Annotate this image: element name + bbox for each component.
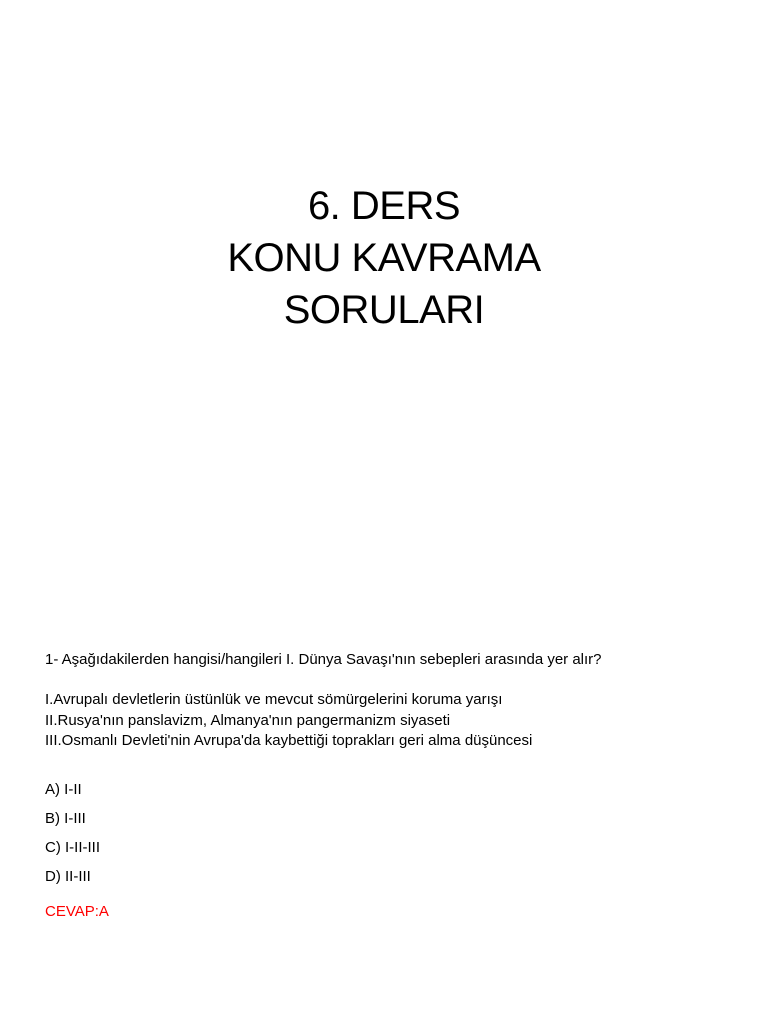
option-d: D) II-III (45, 867, 91, 885)
statement-item-1: I.Avrupalı devletlerin üstünlük ve mevcut sömürgelerini koruma yarışı (45, 691, 503, 708)
statement-list (45, 690, 745, 752)
option-b: B) I-III (45, 809, 86, 827)
statement-item-3: III.Osmanlı Devleti'nin Avrupa'da kaybettiği toprakları geri alma düşüncesi (45, 732, 533, 749)
page-title (0, 180, 768, 336)
title-line-topic: KONU KAVRAMA (227, 236, 541, 280)
question-stem: 1- Aşağıdakilerden hangisi/hangileri I. Dünya Savaşı'nın sebepleri arasında yer alır? (45, 651, 602, 668)
answer-label: CEVAP:A (45, 902, 109, 920)
title-line-questions: SORULARI (283, 288, 485, 332)
statement-item-2: II.Rusya'nın panslavizm, Almanya'nın pangermanizm siyaseti (45, 711, 451, 729)
option-a: A) I-II (45, 780, 82, 798)
question-block (45, 650, 745, 922)
option-c: C) I-II-III (45, 838, 100, 856)
option-list (45, 780, 745, 896)
title-line-lesson: 6. DERS (307, 184, 461, 228)
